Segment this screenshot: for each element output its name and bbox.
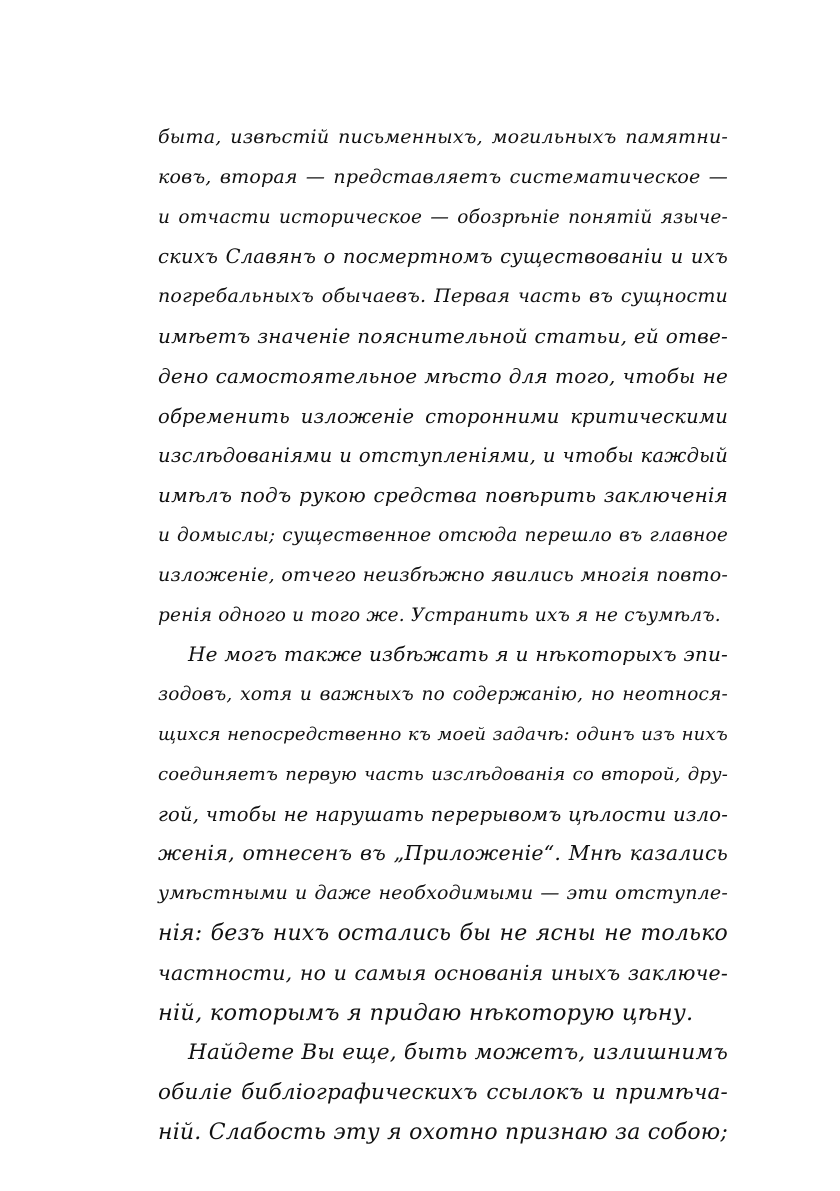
text-line: умѣстными и даже необходимыми — эти отступле- [158, 882, 728, 905]
text-line: ній. Слабость эту я охотно признаю за собою; [158, 1119, 728, 1145]
text-line: и отчасти историческое — обозрѣніе понятій языче- [158, 206, 728, 228]
text-line: ковъ, вторая — представляетъ систематическое — [158, 165, 728, 188]
text-line: обременить изложеніе сторонними критическими [158, 404, 728, 428]
text-line: ренія одного и того же. Устранить ихъ я не съумѣлъ. [158, 604, 721, 626]
text-line: изложеніе, отчего неизбѣжно явились многія повто- [158, 563, 728, 586]
text-line: быта, извѣстій письменныхъ, могильныхъ памятни- [158, 126, 728, 148]
text-line: обиліе библіографическихъ ссылокъ и примѣча- [158, 1080, 728, 1106]
text-line: гой, чтобы не нарушать перерывомъ цѣлости изло- [158, 802, 728, 826]
text-line: дено самостоятельное мѣсто для того, чтобы не [158, 363, 728, 388]
text-line: скихъ Славянъ о посмертномъ существованіи и ихъ [158, 245, 728, 269]
text-line: соединяетъ первую часть изслѣдованія со второй, дру- [158, 763, 728, 785]
text-line: Найдете Вы еще, быть можетъ, излишнимъ [188, 1040, 728, 1066]
text-line: частности, но и самыя основанія иныхъ заключе- [158, 960, 728, 985]
text-line: и домыслы; существенное отсюда перешло въ главное [158, 524, 728, 546]
text-line: зодовъ, хотя и важныхъ по содержанію, но неотнося- [158, 684, 728, 706]
text-line: женія, отнесенъ въ „Приложеніе“. Мнѣ казались [158, 841, 728, 866]
text-line: ній, которымъ я придаю нѣкоторую цѣну. [158, 999, 694, 1026]
text-line: имѣетъ значеніе пояснительной статьи, ей отве- [158, 323, 728, 348]
text-line: имѣлъ подъ рукою средства повѣрить заключенія [158, 483, 728, 508]
body-text [158, 118, 728, 1153]
text-line: изслѣдованіями и отступленіями, и чтобы каждый [158, 444, 728, 468]
text-line: щихся непосредственно къ моей задачѣ: одинъ изъ нихъ [158, 723, 728, 745]
text-line: погребальныхъ обычаевъ. Первая часть въ сущности [158, 285, 728, 308]
text-line: нія: безъ нихъ остались бы не ясны не только [158, 920, 728, 946]
text-line: Не могъ также избѣжать я и нѣкоторыхъ эпи- [188, 642, 728, 667]
